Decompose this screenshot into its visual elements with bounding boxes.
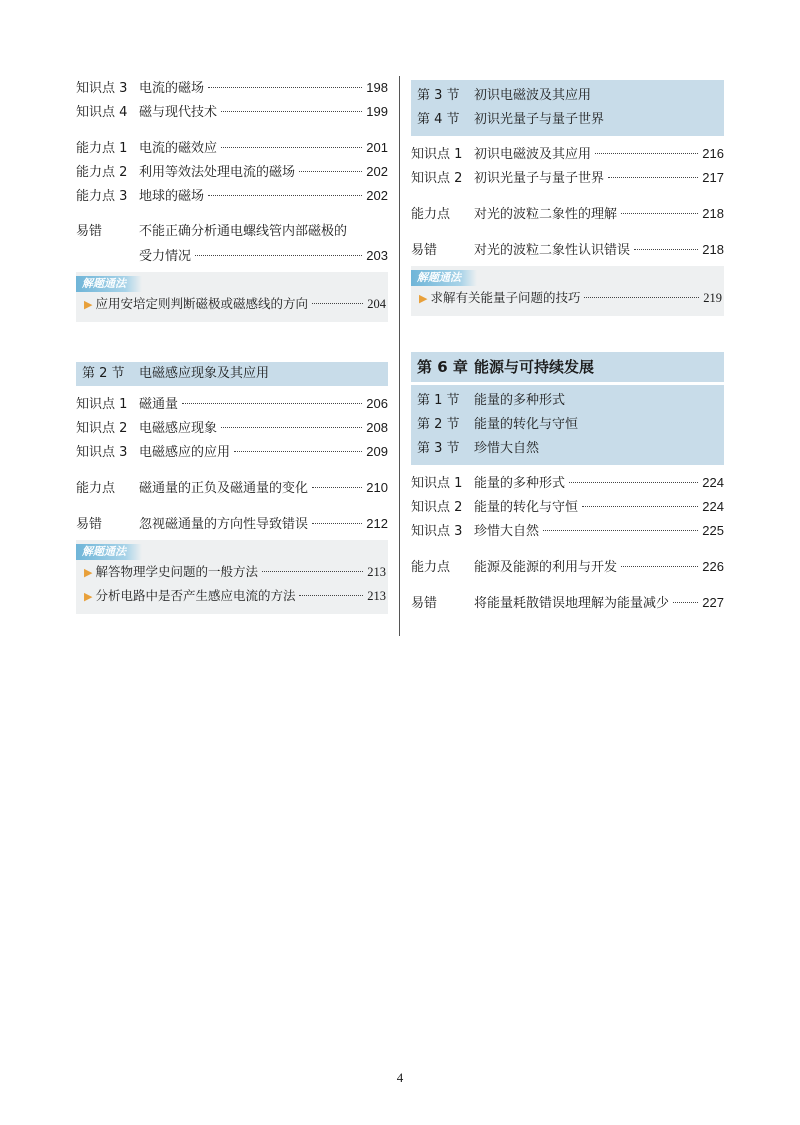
section-header[interactable]: [417, 437, 724, 461]
entry-title: 珍惜大自然: [474, 524, 540, 539]
section-header[interactable]: [417, 108, 724, 132]
tips-tag: 解题通法: [76, 544, 142, 560]
tip-entry[interactable]: [76, 560, 388, 584]
toc-entry[interactable]: [411, 519, 724, 543]
entry-label: 知识点 2: [411, 171, 463, 186]
entry-label: 知识点 1: [411, 147, 463, 162]
dot-leader: [182, 403, 362, 404]
triangle-right-icon: ▶: [84, 566, 93, 579]
tips-box: [76, 540, 388, 614]
toc-entry[interactable]: [411, 591, 724, 615]
entry-title: 电流的磁效应: [139, 141, 218, 156]
dot-leader: [208, 195, 362, 196]
entry-title: 电流的磁场: [139, 81, 205, 96]
dot-leader: [262, 571, 363, 572]
entry-page: 199: [366, 104, 388, 119]
entry-label: 易错: [76, 517, 103, 532]
entry-page: 210: [366, 480, 388, 495]
entry-page: 217: [702, 170, 724, 185]
dot-leader: [299, 171, 362, 172]
dot-leader: [312, 487, 362, 488]
chapter-label: 第 6 章: [417, 358, 468, 376]
dot-leader: [595, 153, 698, 154]
entry-title: 能量的转化与守恒: [474, 500, 579, 515]
toc-entry[interactable]: [76, 76, 388, 100]
toc-entry-multiline[interactable]: [76, 220, 388, 268]
entry-title: 初识电磁波及其应用: [474, 147, 592, 162]
chapter-header[interactable]: [411, 352, 724, 382]
tip-page: 219: [703, 291, 722, 305]
toc-entry[interactable]: [411, 471, 724, 495]
triangle-right-icon: ▶: [419, 292, 428, 305]
toc-entry[interactable]: [76, 416, 388, 440]
entry-title: 地球的磁场: [139, 189, 205, 204]
tip-entry[interactable]: [411, 286, 724, 310]
dot-leader: [621, 566, 698, 567]
section-label: 第 3 节: [417, 441, 460, 456]
entry-label: 能力点: [411, 560, 451, 575]
section-header[interactable]: [417, 84, 724, 108]
entry-title: 磁通量: [139, 397, 179, 412]
entry-label: 知识点 3: [76, 81, 128, 96]
entry-label: 易错: [76, 224, 103, 239]
entry-page: 224: [702, 475, 724, 490]
dot-leader: [673, 602, 698, 603]
dot-leader: [234, 451, 362, 452]
entry-title: 能量的多种形式: [474, 476, 566, 491]
entry-page: 201: [366, 140, 388, 155]
entry-label: 知识点 3: [76, 445, 128, 460]
entry-title-line2: 受力情况: [139, 249, 192, 264]
entry-page: 212: [366, 516, 388, 531]
tips-tag: 解题通法: [411, 270, 477, 286]
tip-entry[interactable]: [76, 292, 388, 316]
tip-title: 解答物理学史问题的一般方法: [95, 564, 258, 579]
dot-leader: [569, 482, 698, 483]
entry-label: 知识点 2: [76, 421, 128, 436]
tips-tag: 解题通法: [76, 276, 142, 292]
section-header[interactable]: [76, 362, 388, 386]
entry-label: 知识点 1: [411, 476, 463, 491]
entry-page: 224: [702, 499, 724, 514]
toc-entry[interactable]: [76, 512, 388, 536]
entry-label: 能力点: [411, 207, 451, 222]
toc-right-column: [411, 80, 724, 615]
dot-leader: [299, 595, 363, 596]
section-title: 初识电磁波及其应用: [474, 88, 592, 103]
page-number: 4: [396, 1070, 404, 1085]
toc-left-column: [76, 76, 388, 614]
entry-page: 209: [366, 444, 388, 459]
column-divider: [399, 76, 400, 636]
section-label: 第 2 节: [417, 417, 460, 432]
entry-title: 磁通量的正负及磁通量的变化: [139, 481, 309, 496]
section-header[interactable]: [417, 389, 724, 413]
dot-leader: [208, 87, 362, 88]
tip-page: 213: [367, 565, 386, 579]
entry-label: 知识点 1: [76, 397, 128, 412]
entry-page: 198: [366, 80, 388, 95]
toc-entry[interactable]: [411, 495, 724, 519]
toc-entry[interactable]: [411, 142, 724, 166]
entry-label: 能力点: [76, 481, 116, 496]
toc-entry[interactable]: [411, 238, 724, 262]
entry-title: 对光的波粒二象性认识错误: [474, 243, 631, 258]
section-header[interactable]: [417, 413, 724, 437]
entry-page: 227: [702, 595, 724, 610]
dot-leader: [221, 111, 362, 112]
toc-entry[interactable]: [76, 136, 388, 160]
entry-label: 易错: [411, 596, 438, 611]
toc-entry[interactable]: [76, 392, 388, 416]
entry-page: 218: [702, 206, 724, 221]
dot-leader: [312, 303, 363, 304]
entry-page: 206: [366, 396, 388, 411]
tip-title: 应用安培定则判断磁极或磁感线的方向: [95, 296, 308, 311]
section-label: 第 3 节: [417, 88, 460, 103]
entry-title: 初识光量子与量子世界: [474, 171, 605, 186]
section-label: 第 2 节: [82, 366, 125, 381]
dot-leader: [221, 147, 362, 148]
toc-entry[interactable]: [411, 166, 724, 190]
dot-leader: [582, 506, 698, 507]
entry-page: 202: [366, 188, 388, 203]
chapter-title: 能源与可持续发展: [474, 358, 595, 376]
section-title: 初识光量子与量子世界: [474, 112, 605, 127]
section-title: 电磁感应现象及其应用: [139, 366, 270, 381]
entry-label: 能力点 2: [76, 165, 128, 180]
entry-title: 磁与现代技术: [139, 105, 218, 120]
section-title: 珍惜大自然: [474, 441, 540, 456]
entry-page: 203: [366, 248, 388, 263]
entry-title: 将能量耗散错误地理解为能量减少: [474, 596, 670, 611]
entry-title: 利用等效法处理电流的磁场: [139, 165, 296, 180]
triangle-right-icon: ▶: [84, 590, 93, 603]
entry-page: 202: [366, 164, 388, 179]
dot-leader: [634, 249, 698, 250]
dot-leader: [195, 255, 362, 256]
entry-page: 216: [702, 146, 724, 161]
dot-leader: [584, 297, 699, 298]
toc-entry[interactable]: [76, 476, 388, 500]
triangle-right-icon: ▶: [84, 298, 93, 311]
dot-leader: [608, 177, 698, 178]
toc-entry[interactable]: [76, 184, 388, 208]
tip-title: 求解有关能量子问题的技巧: [430, 290, 581, 305]
toc-entry[interactable]: [411, 555, 724, 579]
toc-entry[interactable]: [76, 100, 388, 124]
section-header-group: [411, 385, 724, 465]
tip-entry[interactable]: [76, 584, 388, 608]
entry-label: 能力点 1: [76, 141, 128, 156]
dot-leader: [543, 530, 698, 531]
entry-label: 知识点 3: [411, 524, 463, 539]
entry-title: 电磁感应的应用: [139, 445, 231, 460]
section-header-group: [411, 80, 724, 136]
entry-title: 电磁感应现象: [139, 421, 218, 436]
dot-leader: [312, 523, 362, 524]
section-label: 第 4 节: [417, 112, 460, 127]
section-title: 能量的转化与守恒: [474, 417, 579, 432]
toc-entry[interactable]: [76, 440, 388, 464]
dot-leader: [621, 213, 698, 214]
entry-title: 对光的波粒二象性的理解: [474, 207, 618, 222]
entry-label: 易错: [411, 243, 438, 258]
entry-label: 能力点 3: [76, 189, 128, 204]
entry-page: 225: [702, 523, 724, 538]
toc-entry[interactable]: [76, 160, 388, 184]
entry-label: 知识点 4: [76, 105, 128, 120]
tips-box: [411, 266, 724, 316]
entry-title: 能源及能源的利用与开发: [474, 560, 618, 575]
tip-title: 分析电路中是否产生感应电流的方法: [95, 588, 296, 603]
tip-page: 213: [367, 589, 386, 603]
entry-page: 218: [702, 242, 724, 257]
section-label: 第 1 节: [417, 393, 460, 408]
section-title: 能量的多种形式: [474, 393, 566, 408]
tips-box: [76, 272, 388, 322]
entry-title-line1: 不能正确分析通电螺线管内部磁极的: [139, 224, 348, 239]
entry-label: 知识点 2: [411, 500, 463, 515]
toc-entry[interactable]: [411, 202, 724, 226]
tip-page: 204: [367, 297, 386, 311]
entry-page: 208: [366, 420, 388, 435]
entry-page: 226: [702, 559, 724, 574]
dot-leader: [221, 427, 362, 428]
entry-title: 忽视磁通量的方向性导致错误: [139, 517, 309, 532]
